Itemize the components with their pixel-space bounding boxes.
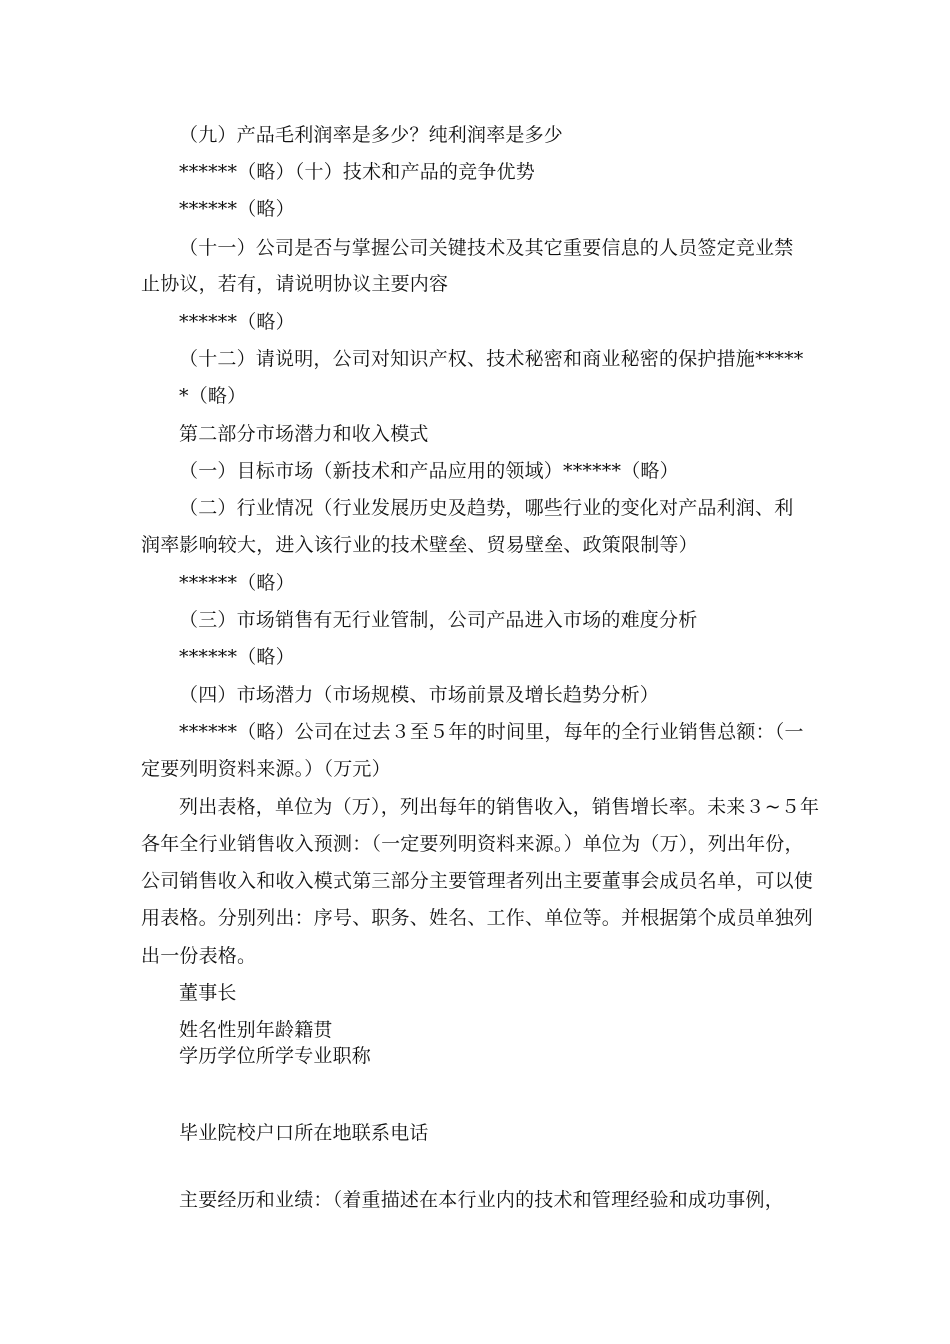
omitted-line: ******（略） xyxy=(179,198,295,220)
section-10-line: ******（略）（十）技术和产品的竞争优势 xyxy=(179,161,535,183)
part-2-section-2-line-1: （二）行业情况（行业发展历史及趋势，哪些行业的变化对产品利润、利 xyxy=(179,497,794,519)
chairman-label: 董事长 xyxy=(179,982,237,1004)
table-instruction-line-2: 各年全行业销售收入预测：（一定要列明资料来源。）单位为（万），列出年份， xyxy=(141,833,804,855)
section-12-line-1: （十二）请说明，公司对知识产权、技术秘密和商业秘密的保护措施***** xyxy=(179,348,804,370)
part-2-heading: 第二部分市场潜力和收入模式 xyxy=(179,423,429,445)
omitted-line: ******（略） xyxy=(179,572,295,594)
profile-fields-row-1: 姓名性别年龄籍贯 xyxy=(179,1019,333,1041)
sales-history-line-2: 定要列明资料来源。）（万元） xyxy=(141,758,391,780)
experience-line: 主要经历和业绩：（着重描述在本行业内的技术和管理经验和成功事例， xyxy=(179,1189,784,1211)
section-11-line-1: （十一）公司是否与掌握公司关键技术及其它重要信息的人员签定竞业禁 xyxy=(179,237,794,259)
sales-history-line-1: ******（略）公司在过去３至５年的时间里，每年的全行业销售总额：（一 xyxy=(179,721,804,743)
part-2-section-2-line-2: 润率影响较大，进入该行业的技术壁垒、贸易壁垒、政策限制等） xyxy=(141,534,698,556)
profile-fields-row-3: 毕业院校户口所在地联系电话 xyxy=(179,1122,429,1144)
table-instruction-line-3: 公司销售收入和收入模式第三部分主要管理者列出主要董事会成员名单，可以使 xyxy=(141,870,814,892)
profile-fields-row-2: 学历学位所学专业职称 xyxy=(179,1045,372,1067)
part-2-section-3: （三）市场销售有无行业管制，公司产品进入市场的难度分析 xyxy=(179,609,698,631)
table-instruction-line-4: 用表格。分别列出：序号、职务、姓名、工作、单位等。并根据第个成员单独列 xyxy=(141,907,814,929)
part-2-section-1: （一）目标市场（新技术和产品应用的领域）******（略） xyxy=(179,460,679,482)
table-instruction-line-5: 出一份表格。 xyxy=(141,945,257,967)
omitted-line: ******（略） xyxy=(179,646,295,668)
table-instruction-line-1: 列出表格，单位为（万），列出每年的销售收入，销售增长率。未来３~５年 xyxy=(179,796,820,818)
part-2-section-4: （四）市场潜力（市场规模、市场前景及增长趋势分析） xyxy=(179,684,660,706)
section-12-line-2: *（略） xyxy=(179,385,247,407)
omitted-line: ******（略） xyxy=(179,311,295,333)
section-11-line-2: 止协议，若有，请说明协议主要内容 xyxy=(141,273,449,295)
section-9-heading: （九）产品毛利润率是多少？纯利润率是多少 xyxy=(179,124,564,146)
